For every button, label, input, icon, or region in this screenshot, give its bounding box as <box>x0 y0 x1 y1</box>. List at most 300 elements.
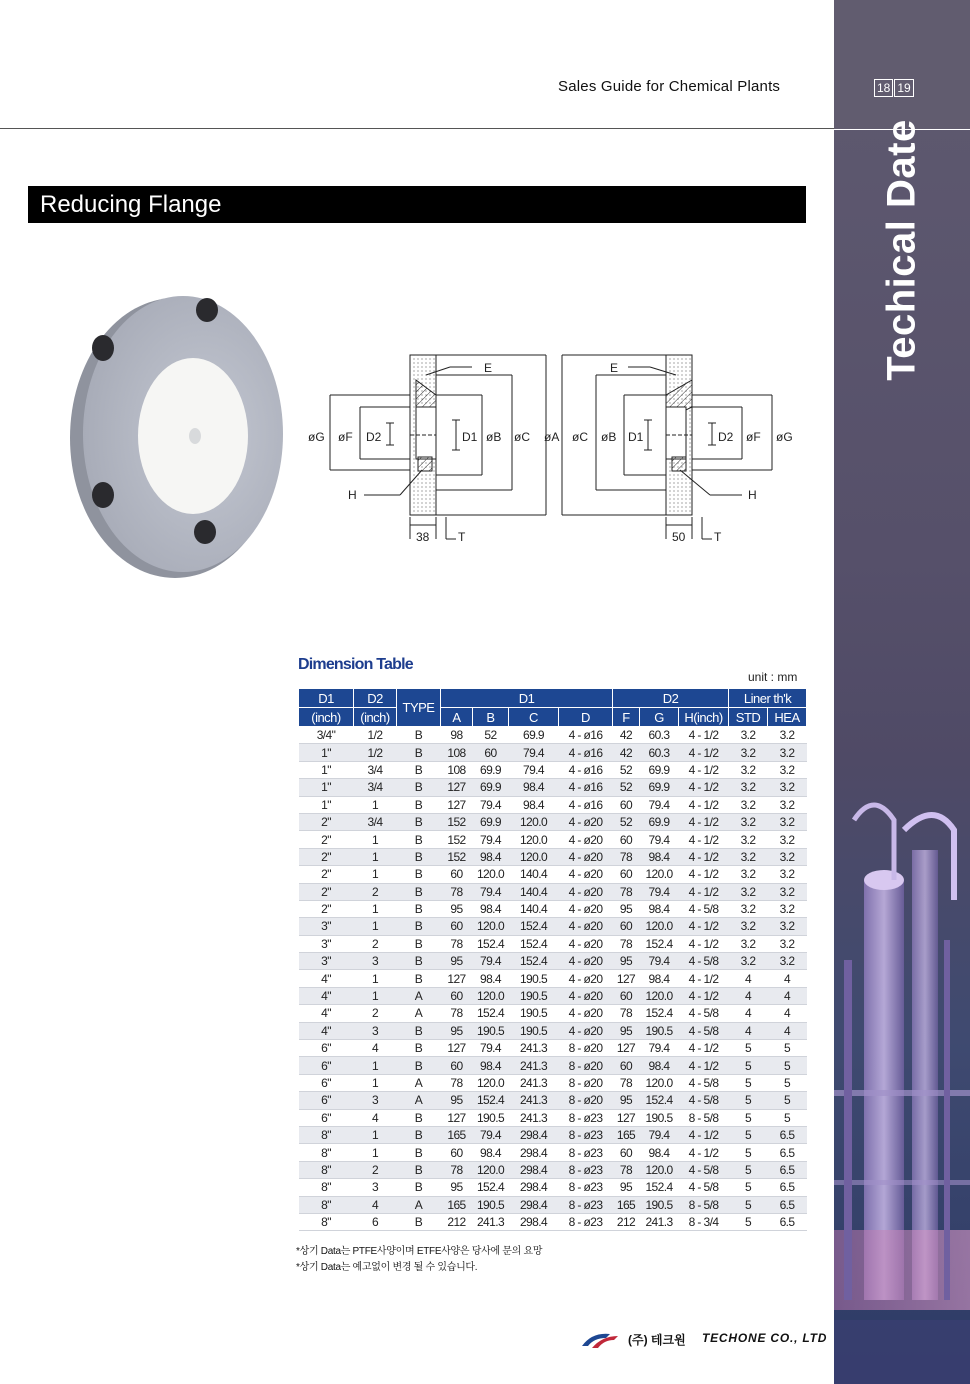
cell-f: 60 <box>613 1057 640 1074</box>
table-row <box>299 744 807 761</box>
cell-a: 152 <box>441 848 473 865</box>
cell-std: 5 <box>729 1092 768 1109</box>
cell-a: 127 <box>447 1110 466 1125</box>
cell-d: 4 - ø20 <box>568 936 603 951</box>
cell-g: 60.3 <box>648 728 670 743</box>
cell-std: 3.2 <box>729 779 768 796</box>
cell-b: 152.4 <box>473 1092 509 1109</box>
cell-d: 4 - ø20 <box>568 971 603 986</box>
cell-d2: 1 <box>371 832 379 847</box>
cell-g: 69.9 <box>648 762 670 777</box>
cell-c: 190.5 <box>509 1022 559 1039</box>
label-F-left: øF <box>338 430 353 444</box>
cell-b: 120.0 <box>476 1076 505 1090</box>
cell-hea: 3.2 <box>768 779 807 796</box>
cell-b: 152.4 <box>476 936 505 951</box>
cell-hea: 6.5 <box>768 1196 807 1213</box>
cell-hea: 3.2 <box>779 797 795 812</box>
header-d2-inch: (inch) <box>354 708 397 727</box>
table-row <box>299 1109 807 1126</box>
cell-b: 98.4 <box>473 848 509 865</box>
cell-h: 4 - 5/8 <box>679 1092 729 1109</box>
cell-f: 42 <box>613 744 640 761</box>
cell-d1: 2" <box>299 883 354 900</box>
label-T-right: T <box>714 530 722 544</box>
header-g: G <box>640 708 679 727</box>
cell-a: 60 <box>450 867 463 882</box>
table-row <box>299 761 807 778</box>
cell-g: 98.4 <box>648 1145 670 1160</box>
cell-std: 3.2 <box>729 848 768 865</box>
table-row <box>299 1005 807 1022</box>
cell-a: 60 <box>441 987 473 1004</box>
cell-hea: 4 <box>768 1022 807 1039</box>
cell-d2: 3 <box>371 1180 379 1195</box>
table-row <box>299 1092 807 1109</box>
cell-a: 78 <box>450 1076 463 1090</box>
cell-type: B <box>414 902 423 917</box>
cell-g: 79.4 <box>640 953 679 970</box>
cell-d: 4 - ø20 <box>559 848 613 865</box>
cell-c: 298.4 <box>519 1215 548 1230</box>
cell-hea: 4 <box>783 971 791 986</box>
cell-d: 8 - ø23 <box>559 1196 613 1213</box>
cell-d: 4 - ø20 <box>559 987 613 1004</box>
cell-h: 4 - 1/2 <box>679 987 729 1004</box>
header-a: A <box>441 708 473 727</box>
cell-d2: 6 <box>371 1215 379 1230</box>
notes <box>296 1244 542 1276</box>
cell-g: 79.4 <box>640 883 679 900</box>
header-title: Sales Guide for Chemical Plants <box>558 78 781 95</box>
cell-f: 95 <box>613 1022 640 1039</box>
cell-d2: 1 <box>371 797 379 812</box>
cell-d2: 1/2 <box>354 744 397 761</box>
cell-hea: 5 <box>783 1041 791 1056</box>
cell-hea: 5 <box>768 1057 807 1074</box>
cell-c: 69.9 <box>523 728 544 743</box>
cell-g: 120.0 <box>645 1076 673 1090</box>
table-row <box>299 987 807 1004</box>
cell-type: B <box>414 1041 423 1056</box>
cell-type: B <box>414 832 423 847</box>
cell-b: 79.4 <box>473 953 509 970</box>
cell-f: 95 <box>619 902 633 917</box>
cell-f: 212 <box>616 1215 636 1230</box>
cell-d2: 1 <box>354 918 397 935</box>
cell-h: 4 - 1/2 <box>688 867 719 882</box>
cell-d1: 6" <box>321 1110 331 1125</box>
cell-type: B <box>397 779 441 796</box>
cell-g: 69.9 <box>640 813 679 830</box>
cell-std: 5 <box>744 1041 752 1056</box>
cell-f: 78 <box>613 1161 640 1178</box>
cell-d1: 4" <box>321 971 331 986</box>
section-title-bar <box>28 186 806 223</box>
cell-c: 241.3 <box>519 1076 548 1090</box>
cell-b: 79.4 <box>480 1041 501 1056</box>
cell-std: 3.2 <box>740 936 756 951</box>
cell-d2: 3/4 <box>367 762 383 777</box>
cell-a: 98 <box>450 728 463 743</box>
cell-h: 4 - 5/8 <box>688 902 719 917</box>
cell-f: 78 <box>613 848 640 865</box>
cell-std: 3.2 <box>740 902 756 917</box>
cell-d: 4 - ø16 <box>559 779 613 796</box>
cell-d2: 1/2 <box>367 728 383 743</box>
cell-b: 79.4 <box>473 883 509 900</box>
cell-h: 4 - 5/8 <box>688 1076 719 1090</box>
cell-type: B <box>397 813 441 830</box>
cell-std: 4 <box>729 1022 768 1039</box>
cell-hea: 3.2 <box>779 902 795 917</box>
label-E-left: E <box>484 361 493 375</box>
cell-h: 4 - 1/2 <box>679 1057 729 1074</box>
cell-c: 98.4 <box>523 797 544 812</box>
label-E-right: E <box>610 361 619 375</box>
cell-f: 127 <box>616 971 636 986</box>
cell-d1: 6" <box>321 1041 331 1056</box>
sidebar-title-text: Techical Date <box>879 119 924 381</box>
table-row <box>299 1196 807 1213</box>
table-row <box>299 866 807 883</box>
cell-a: 152 <box>441 813 473 830</box>
cell-std: 3.2 <box>729 918 768 935</box>
cell-c: 241.3 <box>509 1057 559 1074</box>
cell-b: 98.4 <box>480 1145 501 1160</box>
cell-d: 8 - ø23 <box>568 1145 603 1160</box>
table-row <box>299 1022 807 1039</box>
cell-c: 298.4 <box>509 1161 559 1178</box>
table-row <box>299 1126 807 1143</box>
cell-h: 4 - 5/8 <box>679 953 729 970</box>
label-D2-right: D2 <box>718 430 734 444</box>
cell-d2: 1 <box>371 1145 379 1160</box>
cell-hea: 3.2 <box>779 832 795 847</box>
cell-g: 152.4 <box>645 1180 673 1195</box>
sidebar-title <box>842 119 962 381</box>
cell-b: 241.3 <box>476 1215 505 1230</box>
cell-type: B <box>397 953 441 970</box>
cell-d2: 1 <box>354 1126 397 1143</box>
cell-hea: 6.5 <box>768 1161 807 1178</box>
cell-g: 98.4 <box>648 902 670 917</box>
header-d1: D1 <box>299 689 354 708</box>
cell-hea: 3.2 <box>768 883 807 900</box>
header-d2-group: D2 <box>613 689 729 708</box>
cell-std: 3.2 <box>740 797 756 812</box>
cell-g: 120.0 <box>640 1161 679 1178</box>
cell-c: 241.3 <box>519 1110 548 1125</box>
cell-c: 298.4 <box>519 1145 548 1160</box>
cell-g: 79.4 <box>640 1126 679 1143</box>
cell-d2: 1 <box>371 1076 379 1090</box>
cell-d1: 8" <box>321 1215 331 1230</box>
cell-std: 5 <box>744 1145 752 1160</box>
cell-d: 4 - ø20 <box>568 867 603 882</box>
cell-f: 95 <box>613 1092 640 1109</box>
cell-b: 98.4 <box>480 902 501 917</box>
cell-type: B <box>414 1180 423 1195</box>
cell-a: 78 <box>450 1006 463 1021</box>
cell-hea: 3.2 <box>779 936 795 951</box>
cell-h: 4 - 1/2 <box>679 779 729 796</box>
cell-std: 3.2 <box>740 867 756 882</box>
cell-d: 8 - ø20 <box>559 1092 613 1109</box>
cell-d2: 1 <box>371 902 379 917</box>
cell-c: 98.4 <box>509 779 559 796</box>
cell-a: 95 <box>441 1092 473 1109</box>
cell-c: 190.5 <box>519 971 548 986</box>
cell-f: 95 <box>613 953 640 970</box>
cell-d2: 1 <box>371 867 379 882</box>
cell-b: 98.4 <box>480 971 501 986</box>
cell-f: 60 <box>613 918 640 935</box>
cell-f: 78 <box>619 1006 633 1021</box>
cell-h: 8 - 5/8 <box>688 1110 719 1125</box>
cell-g: 190.5 <box>640 1196 679 1213</box>
label-H-right: H <box>748 488 757 502</box>
cell-d1: 2" <box>299 848 354 865</box>
cell-d1: 8" <box>299 1161 354 1178</box>
cell-f: 165 <box>613 1196 640 1213</box>
table-row <box>299 1040 807 1057</box>
cell-f: 52 <box>619 762 633 777</box>
label-C-right: øC <box>572 430 588 444</box>
cell-d: 8 - ø23 <box>568 1180 603 1195</box>
cell-std: 5 <box>729 1057 768 1074</box>
table-row <box>299 970 807 987</box>
header-b: B <box>473 708 509 727</box>
header-d1-group: D1 <box>441 689 613 708</box>
table-row <box>299 900 807 917</box>
header-type: TYPE <box>397 689 441 727</box>
cell-d2: 3/4 <box>354 813 397 830</box>
cell-c: 152.4 <box>519 936 548 951</box>
cell-c: 190.5 <box>509 987 559 1004</box>
footer-company-en: TECHONE CO., LTD <box>702 1331 828 1345</box>
cell-d2: 2 <box>354 1161 397 1178</box>
cell-type: B <box>414 1110 423 1125</box>
cell-d: 4 - ø20 <box>559 918 613 935</box>
cell-type: A <box>414 1006 423 1021</box>
cell-d: 4 - ø16 <box>568 762 603 777</box>
cell-f: 165 <box>613 1126 640 1143</box>
cell-b: 120.0 <box>476 867 505 882</box>
cell-h: 4 - 1/2 <box>679 744 729 761</box>
cell-type: B <box>397 848 441 865</box>
cell-b: 52 <box>484 728 497 743</box>
cell-type: B <box>414 936 423 951</box>
cell-d1: 1" <box>321 797 331 812</box>
cell-c: 298.4 <box>519 1180 548 1195</box>
cell-c: 152.4 <box>509 953 559 970</box>
table-row <box>299 813 807 830</box>
cell-hea: 5 <box>783 1110 791 1125</box>
label-D2-left: D2 <box>366 430 382 444</box>
cell-c: 140.4 <box>509 883 559 900</box>
cell-h: 4 - 1/2 <box>679 1126 729 1143</box>
page-numbers <box>874 79 915 97</box>
cell-type: B <box>397 918 441 935</box>
cell-b: 152.4 <box>476 1006 505 1021</box>
cell-d1: 3" <box>299 918 354 935</box>
cell-c: 120.0 <box>519 832 548 847</box>
cell-d1: 4" <box>299 1022 354 1039</box>
cell-h: 4 - 1/2 <box>688 728 719 743</box>
cell-d2: 4 <box>371 1110 379 1125</box>
cell-a: 127 <box>447 1041 466 1056</box>
reducing-flange-photo <box>55 290 285 590</box>
cell-b: 120.0 <box>473 987 509 1004</box>
table-row <box>299 918 807 935</box>
cell-h: 4 - 1/2 <box>688 936 719 951</box>
cell-b: 152.4 <box>476 1180 505 1195</box>
cell-d: 4 - ø16 <box>559 744 613 761</box>
cell-f: 127 <box>616 1110 636 1125</box>
cell-c: 241.3 <box>509 1092 559 1109</box>
cell-hea: 3.2 <box>779 728 795 743</box>
label-T-left: T <box>458 530 466 544</box>
cell-g: 190.5 <box>640 1022 679 1039</box>
label-D1-left: D1 <box>462 430 478 444</box>
note-1: *상기 Data는 PTFE사양이며 ETFE사양은 당사에 문의 요망 <box>296 1246 543 1257</box>
cell-d2: 4 <box>354 1196 397 1213</box>
cell-h: 4 - 5/8 <box>688 1006 719 1021</box>
cell-std: 5 <box>744 1215 752 1230</box>
cell-type: B <box>397 1022 441 1039</box>
header-liner: Liner th'k <box>729 689 807 708</box>
cell-std: 3.2 <box>729 813 768 830</box>
cell-d1: 2" <box>321 867 331 882</box>
cell-h: 4 - 1/2 <box>688 1041 719 1056</box>
cell-f: 60 <box>619 867 633 882</box>
table-row <box>299 779 807 796</box>
cell-h: 4 - 1/2 <box>679 883 729 900</box>
cell-hea: 3.2 <box>779 867 795 882</box>
cell-type: B <box>397 1057 441 1074</box>
cell-std: 5 <box>729 1126 768 1143</box>
header-hea: HEA <box>768 708 807 727</box>
cell-d2: 2 <box>371 936 379 951</box>
cell-d: 4 - ø20 <box>559 883 613 900</box>
cell-d: 8 - ø23 <box>559 1126 613 1143</box>
cell-c: 120.0 <box>509 848 559 865</box>
table-row <box>299 1074 807 1091</box>
header-c: C <box>509 708 559 727</box>
flange-cross-section-drawing <box>300 345 810 550</box>
table-row <box>299 848 807 865</box>
cell-g: 98.4 <box>648 971 670 986</box>
table-row <box>299 1161 807 1178</box>
cell-d2: 1 <box>354 1057 397 1074</box>
table-row <box>299 831 807 848</box>
footer-company-ko: (주) 테크원 <box>628 1333 686 1347</box>
cell-g: 60.3 <box>640 744 679 761</box>
cell-d1: 2" <box>321 902 331 917</box>
cell-h: 4 - 1/2 <box>688 797 719 812</box>
cell-b: 79.4 <box>480 832 501 847</box>
cell-h: 8 - 5/8 <box>679 1196 729 1213</box>
cell-d2: 4 <box>371 1041 379 1056</box>
cell-a: 127 <box>447 797 466 812</box>
sidebar-top-band <box>834 0 970 130</box>
cell-h: 4 - 1/2 <box>679 813 729 830</box>
cell-f: 60 <box>619 797 633 812</box>
cell-d1: 8" <box>299 1196 354 1213</box>
cell-d1: 4" <box>299 987 354 1004</box>
cell-type: A <box>397 1092 441 1109</box>
cell-a: 95 <box>441 953 473 970</box>
table-row <box>299 1179 807 1196</box>
cell-a: 95 <box>441 1022 473 1039</box>
page-number-right: 19 <box>894 79 913 97</box>
table-row <box>299 796 807 813</box>
cell-d2: 2 <box>354 883 397 900</box>
cell-d2: 3 <box>354 953 397 970</box>
cell-hea: 6.5 <box>779 1145 795 1160</box>
cell-d: 8 - ø23 <box>568 1110 603 1125</box>
cell-d1: 2" <box>321 832 331 847</box>
cell-hea: 3.2 <box>779 762 795 777</box>
cell-c: 79.4 <box>509 744 559 761</box>
cell-d: 4 - ø16 <box>568 797 603 812</box>
cell-a: 78 <box>441 1161 473 1178</box>
cell-a: 78 <box>450 936 463 951</box>
cell-c: 140.4 <box>519 867 548 882</box>
cell-g: 98.4 <box>640 1057 679 1074</box>
cell-g: 79.4 <box>648 832 670 847</box>
cell-a: 165 <box>441 1126 473 1143</box>
cell-std: 5 <box>729 1161 768 1178</box>
label-C-left: øC <box>514 430 530 444</box>
cell-d1: 8" <box>321 1145 331 1160</box>
header-f: F <box>613 708 640 727</box>
cell-hea: 3.2 <box>768 813 807 830</box>
cell-std: 4 <box>729 987 768 1004</box>
cell-type: B <box>414 1145 423 1160</box>
cell-f: 78 <box>619 1076 633 1090</box>
cell-a: 127 <box>441 779 473 796</box>
header-d1-inch: (inch) <box>299 708 354 727</box>
cell-a: 95 <box>450 902 463 917</box>
cell-g: 69.9 <box>640 779 679 796</box>
cell-c: 241.3 <box>519 1041 548 1056</box>
cell-type: B <box>397 1161 441 1178</box>
cell-b: 79.4 <box>473 1126 509 1143</box>
cell-b: 120.0 <box>473 918 509 935</box>
cell-c: 190.5 <box>519 1006 548 1021</box>
cell-std: 5 <box>729 1196 768 1213</box>
table-row <box>299 727 807 744</box>
cell-f: 52 <box>613 779 640 796</box>
cell-d1: 6" <box>299 1092 354 1109</box>
cell-d1: 6" <box>299 1057 354 1074</box>
cell-d: 4 - ø20 <box>568 902 603 917</box>
cell-h: 4 - 5/8 <box>679 1022 729 1039</box>
cell-a: 60 <box>441 918 473 935</box>
cell-f: 95 <box>619 1180 633 1195</box>
cell-c: 120.0 <box>509 813 559 830</box>
cell-type: A <box>397 987 441 1004</box>
cell-hea: 3.2 <box>768 744 807 761</box>
cell-f: 42 <box>619 728 633 743</box>
cell-std: 3.2 <box>729 744 768 761</box>
cell-type: A <box>414 1076 423 1090</box>
cell-hea: 3.2 <box>768 918 807 935</box>
cell-d2: 1 <box>371 971 379 986</box>
label-A: øA <box>544 430 560 444</box>
